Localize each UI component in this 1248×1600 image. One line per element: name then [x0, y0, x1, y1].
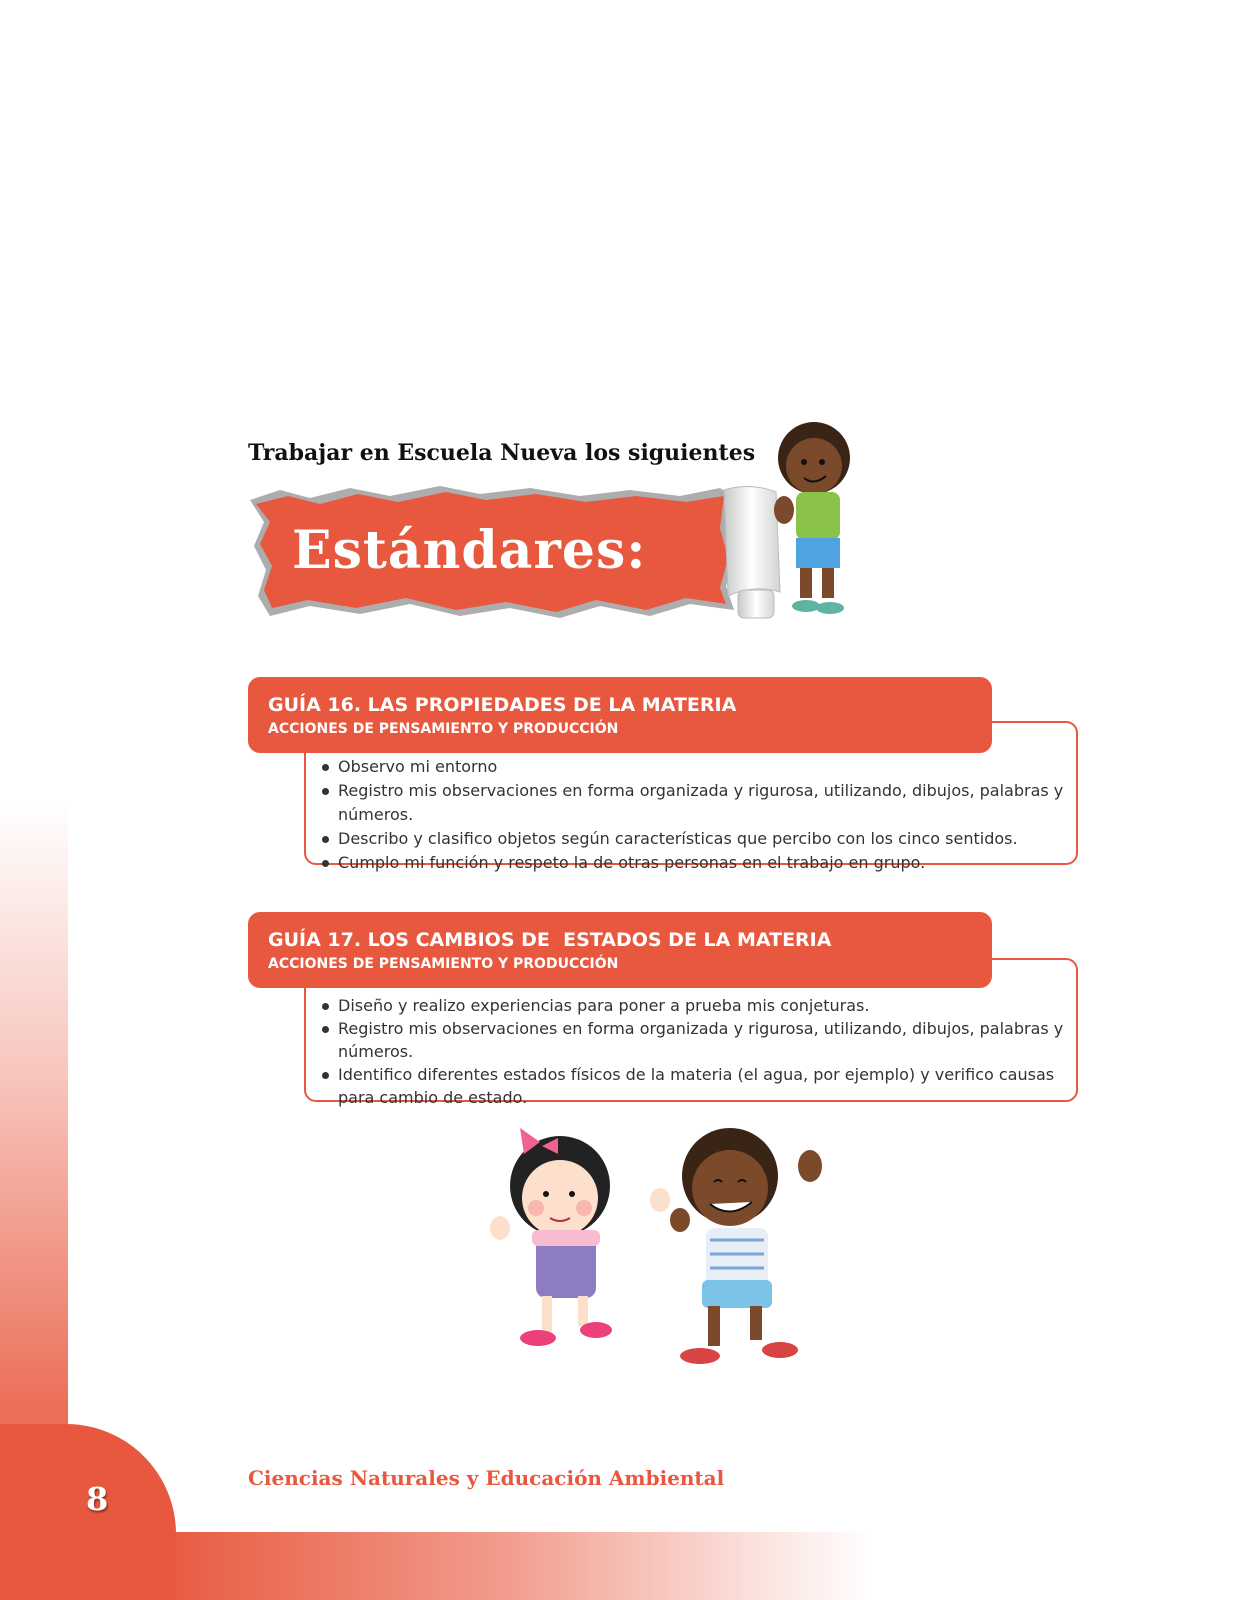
guide-16-title: GUÍA 16. LAS PROPIEDADES DE LA MATERIA	[268, 694, 737, 716]
intro-text: Trabajar en Escuela Nueva los siguientes	[248, 440, 756, 466]
list-item: Identifico diferentes estados físicos de la materia (el agua, por ejemplo) y verifico causas para cambio de estado.	[320, 1063, 1064, 1109]
guide-16-list	[320, 755, 1064, 875]
page-number: 8	[86, 1480, 109, 1518]
book-title: Ciencias Naturales y Educación Ambiental	[248, 1466, 725, 1490]
banner-title: Estándares:	[292, 520, 647, 581]
guide-17-subtitle: ACCIONES DE PENSAMIENTO Y PRODUCCIÓN	[268, 956, 619, 972]
list-item: Registro mis observaciones en forma organizada y rigurosa, utilizando, dibujos, palabras y números.	[320, 779, 1064, 827]
guide-17-title: GUÍA 17. LOS CAMBIOS DE ESTADOS DE LA MATERIA	[268, 929, 832, 951]
list-item: Describo y clasifico objetos según características que percibo con los cinco sentidos.	[320, 827, 1064, 851]
list-item: Cumplo mi función y respeto la de otras personas en el trabajo en grupo.	[320, 851, 1064, 875]
list-item: Diseño y realizo experiencias para poner a prueba mis conjeturas.	[320, 994, 1064, 1017]
list-item: Observo mi entorno	[320, 755, 1064, 779]
children-illustration	[480, 1116, 860, 1396]
guide-16-subtitle: ACCIONES DE PENSAMIENTO Y PRODUCCIÓN	[268, 721, 619, 737]
list-item: Registro mis observaciones en forma organizada y rigurosa, utilizando, dibujos, palabras y números.	[320, 1017, 1064, 1063]
guide-17-list	[320, 994, 1064, 1109]
guide-16-header	[248, 677, 992, 753]
guide-17-card	[248, 912, 1078, 1107]
guide-17-header	[248, 912, 992, 988]
boy-illustration	[770, 412, 870, 624]
bottom-decorative-strip	[0, 1532, 1248, 1600]
guide-16-card	[248, 677, 1078, 872]
